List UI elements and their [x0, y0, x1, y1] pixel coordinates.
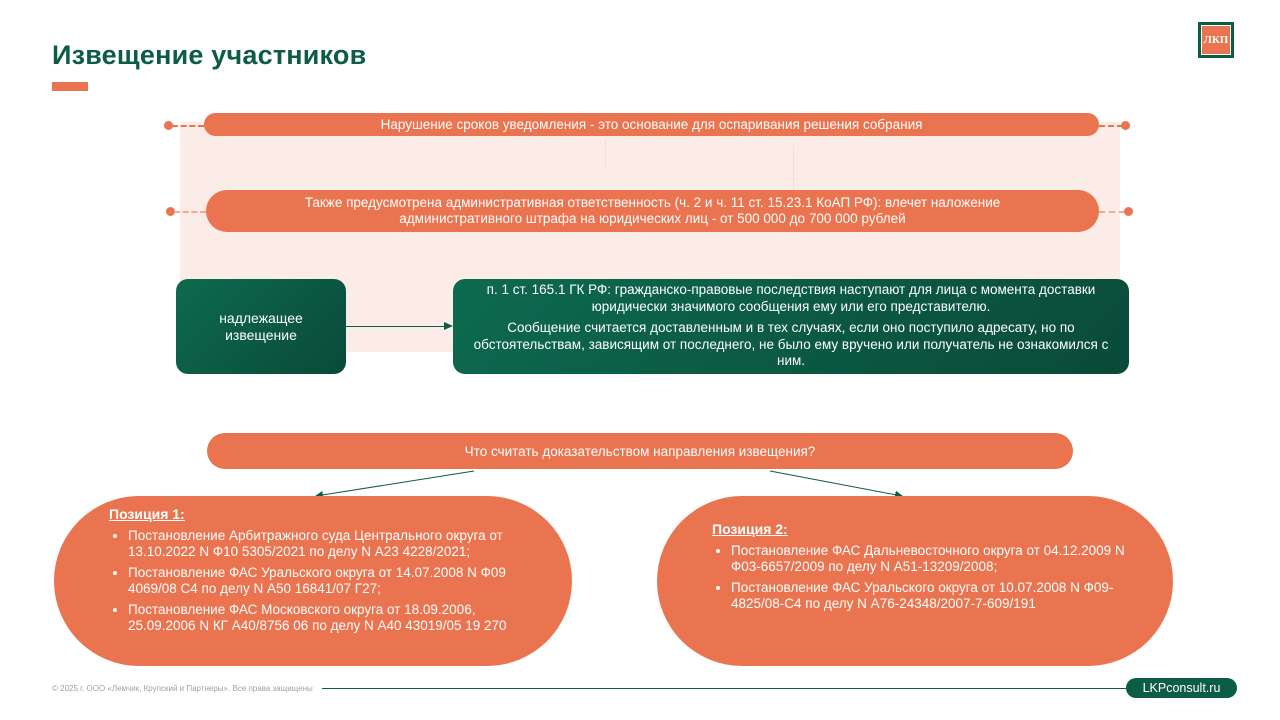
position-2-list [712, 543, 1143, 612]
arrow-right-icon [444, 322, 453, 330]
connector-dash-left [172, 125, 204, 127]
list-item: • Постановление Арбитражного суда Центрального округа от 13.10.2022 N Ф10 5305/2021 по делу N А23 4228/2021; [128, 528, 532, 560]
position-1-list [109, 528, 532, 634]
position-2-card [657, 496, 1173, 666]
footer-divider [322, 688, 1130, 689]
civil-code-box [453, 279, 1129, 374]
arrow-line [346, 326, 450, 327]
arrow-to-position-1 [316, 471, 474, 496]
civil-code-paragraph-2: Сообщение считается доставленным и в тех случаях, если оно поступило адресату, но по обстоятельствам, зависящим от последнего, не было ему вручено или получатель не ознакомился с ним. [473, 320, 1109, 368]
proper-notice-box: надлежащее извещение [176, 279, 346, 374]
company-logo [1198, 22, 1234, 58]
position-1-card [54, 496, 572, 666]
title-accent-bar [52, 82, 88, 91]
connector-dash-right [1099, 125, 1123, 127]
banner-admin-liability: Также предусмотрена административная ответственность (ч. 2 и ч. 11 ст. 15.23.1 КоАП РФ): влечет наложение административного штрафа на юридических лиц - от 500 000 до 700 000 рублей [206, 190, 1099, 232]
position-2-title: Позиция 2: [712, 521, 788, 537]
list-item: • Постановление ФАС Дальневосточного округа от 04.12.2009 N Ф03-6657/2009 по делу N А51-13209/2008; [731, 543, 1143, 575]
banner-deadline-violation: Нарушение сроков уведомления - это основание для оспаривания решения собрания [204, 113, 1099, 136]
panel-divider [793, 145, 794, 190]
position-1-title: Позиция 1: [109, 506, 185, 522]
connector-dot-right [1124, 207, 1133, 216]
connector-dash-right [1099, 211, 1125, 213]
logo-text: ЛКП [1201, 25, 1231, 55]
list-item: • Постановление ФАС Московского округа от 18.09.2006, 25.09.2006 N КГ А40/8756 06 по делу N А40 43019/05 19 270 [128, 602, 532, 634]
list-item: • Постановление ФАС Уральского округа от 14.07.2008 N Ф09 4069/08 С4 по делу N А50 16841/07 Г27; [128, 565, 532, 597]
evidence-question: Что считать доказательством направления извещения? [207, 433, 1073, 469]
page-title: Извещение участников [52, 40, 367, 70]
website-link[interactable]: LKPconsult.ru [1126, 678, 1237, 698]
copyright-text: © 2025 г. ООО «Лемчик, Крупский и Партнеры». Все права защищены [52, 684, 313, 693]
list-item: • Постановление ФАС Уральского округа от 10.07.2008 N Ф09-4825/08-С4 по делу N А76-24348/2007-7-609/191 [731, 580, 1143, 612]
arrow-to-position-2 [770, 471, 902, 496]
civil-code-paragraph-1: п. 1 ст. 165.1 ГК РФ: гражданско-правовые последствия наступают для лица с момента доставки юридически значимого сообщения ему или его представителю. [486, 282, 1096, 314]
connector-dash-left [174, 211, 206, 213]
panel-divider [605, 140, 606, 168]
connector-dot-right [1121, 121, 1130, 130]
